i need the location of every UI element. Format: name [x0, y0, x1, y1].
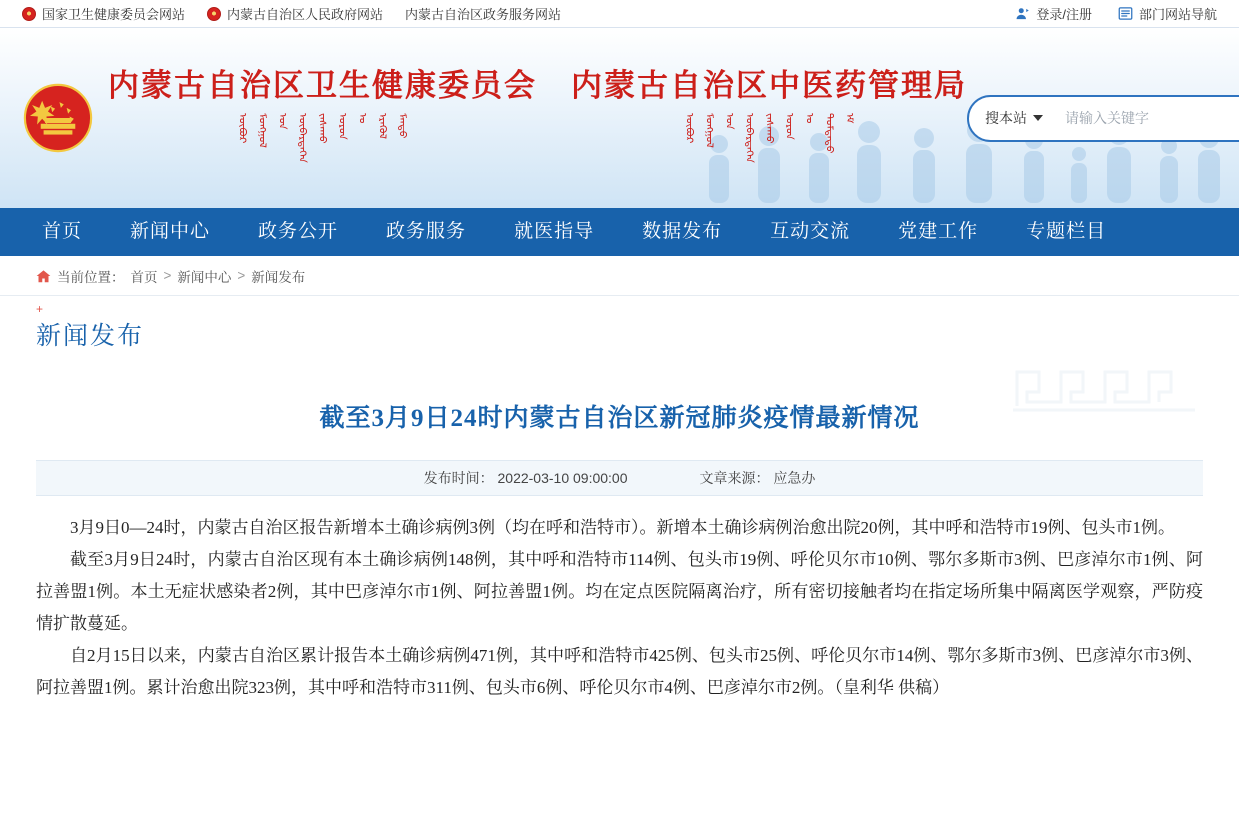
- article-title: 截至3月9日24时内蒙古自治区新冠肺炎疫情最新情况: [319, 405, 920, 432]
- top-link-nhc[interactable]: [22, 4, 185, 23]
- nav-item-government-disclosure[interactable]: 政务公开: [258, 221, 339, 242]
- breadcrumb-separator: >: [163, 268, 172, 283]
- nav-item-data-release[interactable]: 数据发布: [642, 221, 723, 242]
- top-bar-links: [22, 4, 561, 23]
- title-tcm-administration: [571, 60, 967, 169]
- search-input[interactable]: [1053, 110, 1239, 126]
- article-paragraph: 3月9日0—24时，内蒙古自治区报告新增本土确诊病例3例（均在呼和浩特市）。新增本土确诊病例治愈出院20例，其中呼和浩特市19例、包头市1例。: [70, 518, 1175, 537]
- nav-item-government-services[interactable]: 政务服务: [386, 221, 467, 242]
- top-link-nmg-gov[interactable]: [207, 4, 383, 23]
- header-titles: [108, 60, 967, 169]
- search-box: [967, 95, 1239, 142]
- national-emblem-icon: [22, 7, 36, 21]
- nav-item-party-building[interactable]: 党建工作: [898, 221, 979, 242]
- department-site-nav-label: 部门网站导航: [1138, 7, 1217, 22]
- nav-item-home[interactable]: 首页: [42, 221, 83, 242]
- top-link-nmg-service[interactable]: [405, 4, 561, 23]
- article-paragraph: 截至3月9日24时，内蒙古自治区现有本土确诊病例148例，其中呼和浩特市114例、包头市19例、呼伦贝尔市10例、鄂尔多斯市3例、巴彦淖尔市1例、阿拉善盟1例。本土无症状感染者2例，其中巴彦淖尔市1例、阿拉善盟1例。均在定点医院隔离治疗，所有密切接触者均在指定场所集中隔离医学观察，严防疫情扩散蔓延。: [36, 550, 1203, 633]
- title-tcm-administration-mn: ᠦᠪᠦᠷ ᠮᠤᠩᠭᠤᠯ ᠤᠨ ᠥᠪᠡᠷᠲᠡᠭᠡᠨ ᠵᠠᠰᠠᠬᠤ ᠤᠷᠤᠨ ᠤ ᠳᠤᠮᠳᠠᠳᠤ ᠡᠮ: [683, 112, 855, 163]
- article-meta: [36, 460, 1203, 496]
- title-health-commission-mn: ᠦᠪᠦᠷ ᠮᠤᠩᠭᠤᠯ ᠤᠨ ᠥᠪᠡᠷᠲᠡᠭᠡᠨ ᠵᠠᠰᠠᠬᠤ ᠤᠷᠤᠨ ᠤ ᠡᠷᠡᠭᠦᠯ ᠮᠡᠨᠳᠦ: [236, 112, 409, 163]
- publish-time: [424, 468, 628, 488]
- breadcrumb-prefix: 当前位置：: [57, 269, 125, 285]
- main-nav: [0, 208, 1239, 256]
- search-scope-select[interactable]: [969, 108, 1053, 128]
- nav-item-medical-guide[interactable]: 就医指导: [514, 221, 595, 242]
- title-health-commission-cn: 内蒙古自治区卫生健康委员会: [108, 67, 537, 103]
- header-search-area: [967, 87, 1239, 149]
- nav-item-news-center[interactable]: 新闻中心: [130, 221, 211, 242]
- article-body: [36, 512, 1203, 704]
- mongolian-pattern-decoration: [1009, 358, 1199, 414]
- department-site-nav-link[interactable]: [1118, 4, 1217, 23]
- top-bar-actions: [1015, 4, 1217, 23]
- breadcrumb-separator: >: [237, 268, 246, 283]
- list-menu-icon: [1118, 6, 1133, 21]
- title-tcm-administration-cn: 内蒙古自治区中医药管理局: [571, 67, 967, 103]
- top-link-nmg-service-label: 内蒙古自治区政务服务网站: [405, 7, 562, 22]
- article-source-value: 应急办: [773, 470, 816, 486]
- breadcrumb-item-home[interactable]: 首页: [130, 269, 158, 285]
- breadcrumb: [0, 256, 1239, 296]
- top-link-nmg-gov-label: 内蒙古自治区人民政府网站: [227, 7, 384, 22]
- publish-time-value: 2022-03-10 09:00:00: [497, 470, 628, 486]
- site-header: [0, 28, 1239, 208]
- article-paragraph: 自2月15日以来，内蒙古自治区累计报告本土确诊病例471例，其中呼和浩特市425例、包头市25例、呼伦贝尔市14例、鄂尔多斯市3例、巴彦淖尔市3例、阿拉善盟1例。累计治愈出院323例，其中呼和浩特市311例、包头市6例、呼伦贝尔市4例、巴彦淖尔市2例。（皇利华 供稿）: [36, 646, 1203, 697]
- publish-time-label: 发布时间：: [423, 470, 494, 486]
- login-register-link[interactable]: [1015, 4, 1092, 23]
- article: [0, 398, 1239, 704]
- user-icon: [1015, 6, 1030, 21]
- article-source-label: 文章来源：: [699, 470, 770, 486]
- nav-item-special-topics[interactable]: 专题栏目: [1026, 221, 1107, 242]
- article-source: [700, 468, 816, 488]
- title-health-commission: [108, 60, 537, 169]
- section-plus-marker: +: [36, 302, 44, 316]
- breadcrumb-item-news-release[interactable]: 新闻发布: [251, 269, 306, 285]
- breadcrumb-item-news-center[interactable]: 新闻中心: [177, 269, 232, 285]
- national-emblem-icon: [207, 7, 221, 21]
- top-link-nhc-label: 国家卫生健康委员会网站: [42, 7, 186, 22]
- search-scope-label: 搜本站: [985, 110, 1027, 126]
- page-title: 新闻发布: [36, 322, 145, 350]
- section-header: [0, 296, 1239, 352]
- national-emblem-icon: [22, 82, 94, 154]
- nav-item-interaction[interactable]: 互动交流: [770, 221, 851, 242]
- chevron-down-icon: [1033, 115, 1043, 121]
- login-register-label: 登录/注册: [1036, 7, 1092, 22]
- top-bar: [0, 0, 1239, 28]
- home-icon: [36, 269, 51, 283]
